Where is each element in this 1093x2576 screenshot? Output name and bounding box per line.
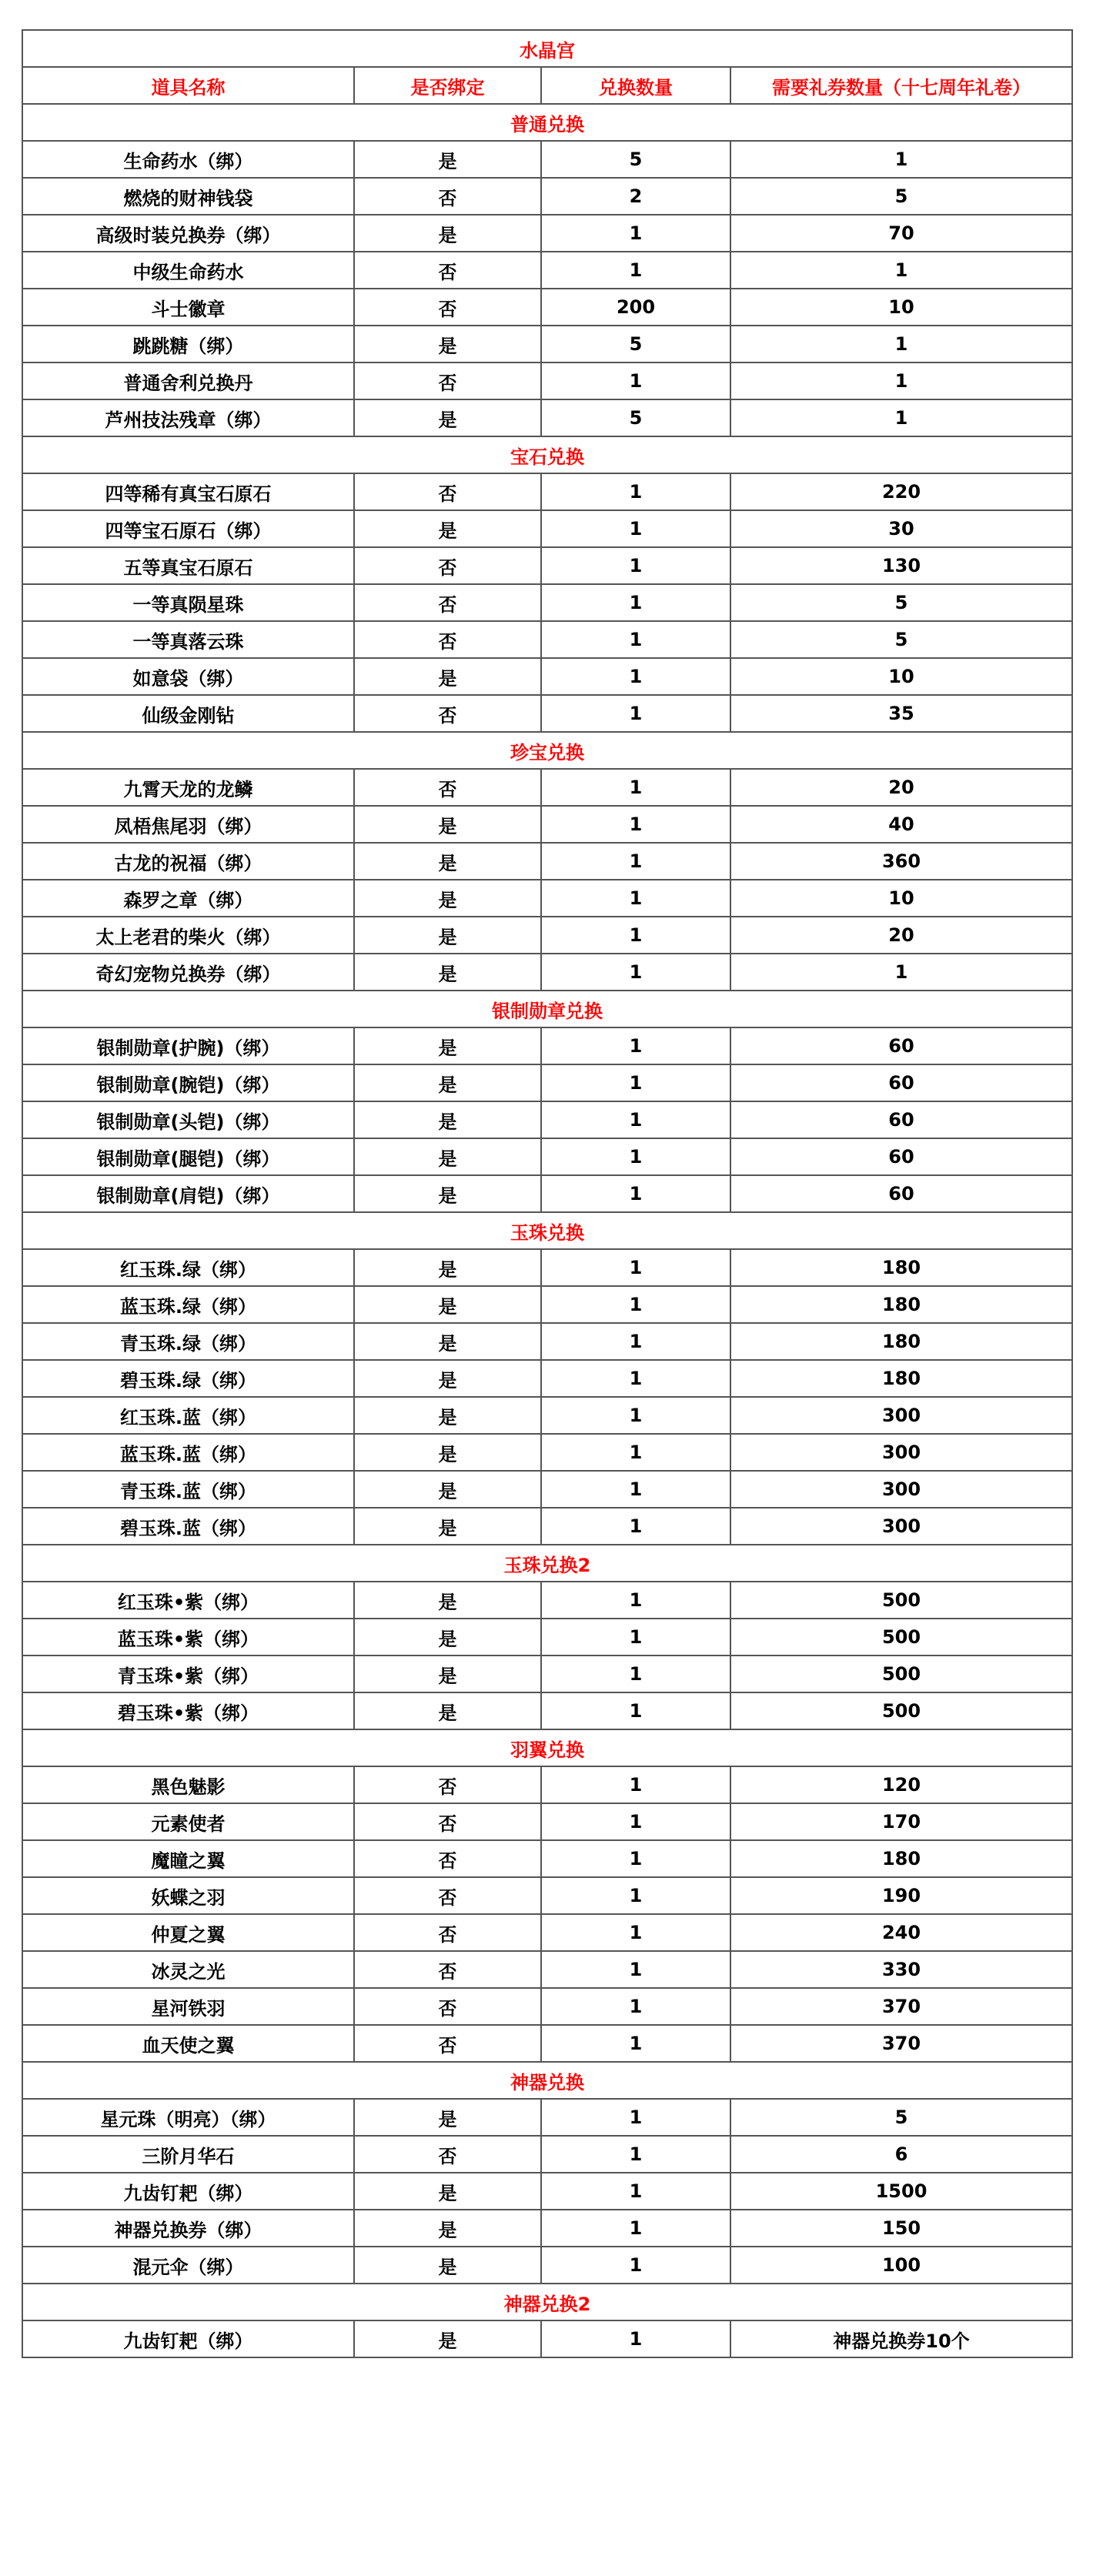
coupon-cost-cell: 1 — [730, 399, 1072, 436]
title-row — [22, 30, 1072, 67]
bound-cell: 是 — [354, 806, 541, 843]
quantity-cell: 1 — [541, 1951, 730, 1988]
quantity-cell: 1 — [541, 1508, 730, 1545]
table-row — [22, 399, 1072, 436]
bound-cell: 否 — [354, 1914, 541, 1951]
coupon-cost-cell: 60 — [730, 1175, 1072, 1212]
table-row — [22, 252, 1072, 289]
quantity-cell: 1 — [541, 621, 730, 658]
coupon-cost-cell: 170 — [730, 1803, 1072, 1840]
quantity-cell: 1 — [541, 1803, 730, 1840]
coupon-cost-cell: 60 — [730, 1138, 1072, 1175]
coupon-cost-cell: 5 — [730, 2099, 1072, 2136]
bound-cell: 否 — [354, 178, 541, 215]
coupon-cost-cell: 20 — [730, 769, 1072, 806]
table-row — [22, 695, 1072, 732]
quantity-cell: 1 — [541, 473, 730, 510]
exchange-table-body — [22, 30, 1072, 2357]
section-title: 玉珠兑换2 — [22, 1545, 1072, 1582]
bound-cell: 是 — [354, 326, 541, 363]
bound-cell: 否 — [354, 547, 541, 584]
table-row — [22, 1286, 1072, 1323]
table-row — [22, 806, 1072, 843]
quantity-cell: 1 — [541, 2320, 730, 2357]
quantity-cell: 1 — [541, 1914, 730, 1951]
coupon-cost-cell: 60 — [730, 1101, 1072, 1138]
table-row — [22, 1323, 1072, 1360]
coupon-cost-cell: 370 — [730, 1988, 1072, 2025]
bound-cell: 否 — [354, 289, 541, 326]
coupon-cost-cell: 60 — [730, 1064, 1072, 1101]
quantity-cell: 1 — [541, 954, 730, 991]
table-row — [22, 769, 1072, 806]
quantity-cell: 5 — [541, 399, 730, 436]
coupon-cost-cell: 180 — [730, 1840, 1072, 1877]
section-header-row — [22, 1212, 1072, 1249]
table-title: 水晶宫 — [22, 30, 1072, 67]
bound-cell: 是 — [354, 2173, 541, 2210]
section-title: 珍宝兑换 — [22, 732, 1072, 769]
table-row — [22, 510, 1072, 547]
bound-cell: 是 — [354, 1323, 541, 1360]
coupon-cost-cell: 370 — [730, 2025, 1072, 2062]
coupon-cost-cell: 5 — [730, 584, 1072, 621]
table-row — [22, 1360, 1072, 1397]
table-row — [22, 1766, 1072, 1803]
table-row — [22, 1027, 1072, 1064]
coupon-cost-cell: 330 — [730, 1951, 1072, 1988]
bound-cell: 否 — [354, 1877, 541, 1914]
coupon-cost-cell: 300 — [730, 1397, 1072, 1434]
item-name-cell: 银制勋章(腕铠)（绑） — [22, 1064, 354, 1101]
coupon-cost-cell: 10 — [730, 658, 1072, 695]
item-name-cell: 元素使者 — [22, 1803, 354, 1840]
quantity-cell: 1 — [541, 880, 730, 917]
table-row — [22, 1988, 1072, 2025]
bound-cell: 是 — [354, 1101, 541, 1138]
bound-cell: 是 — [354, 141, 541, 178]
table-row — [22, 2247, 1072, 2284]
table-row — [22, 2173, 1072, 2210]
table-row — [22, 1582, 1072, 1619]
quantity-cell: 1 — [541, 2210, 730, 2247]
table-row — [22, 843, 1072, 880]
coupon-cost-cell: 30 — [730, 510, 1072, 547]
quantity-cell: 1 — [541, 1101, 730, 1138]
coupon-cost-cell: 20 — [730, 917, 1072, 954]
item-name-cell: 红玉珠•紫（绑） — [22, 1582, 354, 1619]
bound-cell: 是 — [354, 1138, 541, 1175]
quantity-cell: 1 — [541, 2099, 730, 2136]
coupon-cost-cell: 180 — [730, 1249, 1072, 1286]
item-name-cell: 蓝玉珠.蓝（绑） — [22, 1434, 354, 1471]
coupon-cost-cell: 5 — [730, 621, 1072, 658]
bound-cell: 是 — [354, 510, 541, 547]
table-row — [22, 1803, 1072, 1840]
bound-cell: 否 — [354, 1840, 541, 1877]
quantity-cell: 1 — [541, 1360, 730, 1397]
section-header-row — [22, 1545, 1072, 1582]
quantity-cell: 1 — [541, 2247, 730, 2284]
item-name-cell: 普通舍利兑换丹 — [22, 363, 354, 399]
coupon-cost-cell: 150 — [730, 2210, 1072, 2247]
quantity-cell: 200 — [541, 289, 730, 326]
coupon-cost-cell: 180 — [730, 1360, 1072, 1397]
item-name-cell: 星河铁羽 — [22, 1988, 354, 2025]
quantity-cell: 1 — [541, 1397, 730, 1434]
table-row — [22, 880, 1072, 917]
quantity-cell: 1 — [541, 1434, 730, 1471]
coupon-cost-cell: 300 — [730, 1471, 1072, 1508]
bound-cell: 是 — [354, 843, 541, 880]
section-header-row — [22, 1729, 1072, 1766]
section-title: 神器兑换 — [22, 2062, 1072, 2099]
section-header-row — [22, 436, 1072, 473]
section-title: 玉珠兑换 — [22, 1212, 1072, 1249]
item-name-cell: 凤梧焦尾羽（绑） — [22, 806, 354, 843]
quantity-cell: 1 — [541, 1692, 730, 1729]
header-coupon-cost: 需要礼券数量（十七周年礼卷） — [730, 67, 1072, 104]
bound-cell: 是 — [354, 2099, 541, 2136]
header-row — [22, 67, 1072, 104]
quantity-cell: 1 — [541, 806, 730, 843]
coupon-cost-cell: 220 — [730, 473, 1072, 510]
header-item-name: 道具名称 — [22, 67, 354, 104]
table-row — [22, 2099, 1072, 2136]
quantity-cell: 2 — [541, 178, 730, 215]
item-name-cell: 红玉珠.绿（绑） — [22, 1249, 354, 1286]
coupon-cost-cell: 10 — [730, 289, 1072, 326]
coupon-cost-cell: 1 — [730, 363, 1072, 399]
table-row — [22, 289, 1072, 326]
bound-cell: 是 — [354, 1397, 541, 1434]
table-row — [22, 178, 1072, 215]
bound-cell: 是 — [354, 1249, 541, 1286]
coupon-cost-cell: 40 — [730, 806, 1072, 843]
bound-cell: 是 — [354, 1064, 541, 1101]
section-header-row — [22, 991, 1072, 1027]
item-name-cell: 妖蝶之羽 — [22, 1877, 354, 1914]
bound-cell: 是 — [354, 1434, 541, 1471]
bound-cell: 否 — [354, 1803, 541, 1840]
quantity-cell: 1 — [541, 1138, 730, 1175]
bound-cell: 否 — [354, 621, 541, 658]
item-name-cell: 斗士徽章 — [22, 289, 354, 326]
coupon-cost-cell: 500 — [730, 1619, 1072, 1656]
coupon-cost-cell: 120 — [730, 1766, 1072, 1803]
item-name-cell: 青玉珠.绿（绑） — [22, 1323, 354, 1360]
coupon-cost-cell: 1 — [730, 326, 1072, 363]
quantity-cell: 1 — [541, 2136, 730, 2173]
section-title: 普通兑换 — [22, 104, 1072, 141]
item-name-cell: 古龙的祝福（绑） — [22, 843, 354, 880]
coupon-cost-cell: 5 — [730, 178, 1072, 215]
bound-cell: 是 — [354, 2210, 541, 2247]
item-name-cell: 如意袋（绑） — [22, 658, 354, 695]
section-title: 神器兑换2 — [22, 2284, 1072, 2320]
quantity-cell: 5 — [541, 326, 730, 363]
table-row — [22, 1101, 1072, 1138]
item-name-cell: 四等宝石原石（绑） — [22, 510, 354, 547]
coupon-cost-cell: 1 — [730, 252, 1072, 289]
coupon-cost-cell: 1 — [730, 141, 1072, 178]
bound-cell: 是 — [354, 1286, 541, 1323]
quantity-cell: 1 — [541, 1175, 730, 1212]
coupon-cost-cell: 360 — [730, 843, 1072, 880]
table-row — [22, 584, 1072, 621]
item-name-cell: 生命药水（绑） — [22, 141, 354, 178]
item-name-cell: 神器兑换券（绑） — [22, 2210, 354, 2247]
coupon-cost-cell: 100 — [730, 2247, 1072, 2284]
item-name-cell: 红玉珠.蓝（绑） — [22, 1397, 354, 1434]
item-name-cell: 跳跳糖（绑） — [22, 326, 354, 363]
section-title: 宝石兑换 — [22, 436, 1072, 473]
coupon-cost-cell: 35 — [730, 695, 1072, 732]
coupon-cost-cell: 500 — [730, 1656, 1072, 1692]
item-name-cell: 一等真陨星珠 — [22, 584, 354, 621]
table-row — [22, 1138, 1072, 1175]
item-name-cell: 银制勋章(肩铠)（绑） — [22, 1175, 354, 1212]
quantity-cell: 1 — [541, 1582, 730, 1619]
coupon-cost-cell: 神器兑换券10个 — [730, 2320, 1072, 2357]
table-row — [22, 1656, 1072, 1692]
item-name-cell: 蓝玉珠•紫（绑） — [22, 1619, 354, 1656]
bound-cell: 是 — [354, 917, 541, 954]
bound-cell: 是 — [354, 1656, 541, 1692]
table-row — [22, 621, 1072, 658]
item-name-cell: 太上老君的柴火（绑） — [22, 917, 354, 954]
quantity-cell: 1 — [541, 1619, 730, 1656]
quantity-cell: 1 — [541, 2025, 730, 2062]
table-row — [22, 215, 1072, 252]
quantity-cell: 1 — [541, 363, 730, 399]
item-name-cell: 银制勋章(腿铠)（绑） — [22, 1138, 354, 1175]
table-row — [22, 2025, 1072, 2062]
item-name-cell: 九齿钉耙（绑） — [22, 2173, 354, 2210]
coupon-cost-cell: 500 — [730, 1582, 1072, 1619]
table-row — [22, 1434, 1072, 1471]
item-name-cell: 碧玉珠•紫（绑） — [22, 1692, 354, 1729]
quantity-cell: 1 — [541, 510, 730, 547]
quantity-cell: 1 — [541, 1471, 730, 1508]
bound-cell: 是 — [354, 215, 541, 252]
item-name-cell: 黑色魅影 — [22, 1766, 354, 1803]
quantity-cell: 1 — [541, 547, 730, 584]
bound-cell: 是 — [354, 1582, 541, 1619]
item-name-cell: 九齿钉耙（绑） — [22, 2320, 354, 2357]
item-name-cell: 中级生命药水 — [22, 252, 354, 289]
table-row — [22, 1877, 1072, 1914]
bound-cell: 是 — [354, 954, 541, 991]
item-name-cell: 九霄天龙的龙鳞 — [22, 769, 354, 806]
table-row — [22, 917, 1072, 954]
bound-cell: 是 — [354, 399, 541, 436]
item-name-cell: 碧玉珠.蓝（绑） — [22, 1508, 354, 1545]
quantity-cell: 1 — [541, 252, 730, 289]
section-title: 羽翼兑换 — [22, 1729, 1072, 1766]
table-row — [22, 954, 1072, 991]
bound-cell: 是 — [354, 1471, 541, 1508]
item-name-cell: 四等稀有真宝石原石 — [22, 473, 354, 510]
coupon-cost-cell: 300 — [730, 1434, 1072, 1471]
section-header-row — [22, 732, 1072, 769]
item-name-cell: 五等真宝石原石 — [22, 547, 354, 584]
table-row — [22, 326, 1072, 363]
bound-cell: 否 — [354, 769, 541, 806]
coupon-cost-cell: 1500 — [730, 2173, 1072, 2210]
table-row — [22, 1619, 1072, 1656]
section-header-row — [22, 2284, 1072, 2320]
item-name-cell: 森罗之章（绑） — [22, 880, 354, 917]
item-name-cell: 银制勋章(护腕)（绑） — [22, 1027, 354, 1064]
item-name-cell: 青玉珠.蓝（绑） — [22, 1471, 354, 1508]
table-row — [22, 1914, 1072, 1951]
quantity-cell: 1 — [541, 1064, 730, 1101]
table-row — [22, 658, 1072, 695]
item-name-cell: 魔瞳之翼 — [22, 1840, 354, 1877]
bound-cell: 是 — [354, 1692, 541, 1729]
bound-cell: 否 — [354, 1988, 541, 2025]
item-name-cell: 青玉珠•紫（绑） — [22, 1656, 354, 1692]
bound-cell: 是 — [354, 1027, 541, 1064]
coupon-cost-cell: 180 — [730, 1286, 1072, 1323]
coupon-cost-cell: 500 — [730, 1692, 1072, 1729]
quantity-cell: 1 — [541, 1988, 730, 2025]
item-name-cell: 混元伞（绑） — [22, 2247, 354, 2284]
bound-cell: 否 — [354, 695, 541, 732]
bound-cell: 是 — [354, 1360, 541, 1397]
quantity-cell: 1 — [541, 658, 730, 695]
header-bound: 是否绑定 — [354, 67, 541, 104]
bound-cell: 是 — [354, 2320, 541, 2357]
bound-cell: 是 — [354, 658, 541, 695]
section-header-row — [22, 104, 1072, 141]
bound-cell: 否 — [354, 1766, 541, 1803]
coupon-cost-cell: 10 — [730, 880, 1072, 917]
item-name-cell: 冰灵之光 — [22, 1951, 354, 1988]
header-quantity: 兑换数量 — [541, 67, 730, 104]
item-name-cell: 星元珠（明亮）（绑） — [22, 2099, 354, 2136]
table-row — [22, 2210, 1072, 2247]
bound-cell: 否 — [354, 1951, 541, 1988]
coupon-cost-cell: 300 — [730, 1508, 1072, 1545]
table-row — [22, 1175, 1072, 1212]
item-name-cell: 芦州技法残章（绑） — [22, 399, 354, 436]
item-name-cell: 三阶月华石 — [22, 2136, 354, 2173]
quantity-cell: 1 — [541, 584, 730, 621]
table-row — [22, 1064, 1072, 1101]
quantity-cell: 1 — [541, 917, 730, 954]
table-row — [22, 547, 1072, 584]
table-row — [22, 1840, 1072, 1877]
table-row — [22, 2320, 1072, 2357]
coupon-cost-cell: 180 — [730, 1323, 1072, 1360]
quantity-cell: 5 — [541, 141, 730, 178]
section-header-row — [22, 2062, 1072, 2099]
quantity-cell: 1 — [541, 695, 730, 732]
table-row — [22, 2136, 1072, 2173]
item-name-cell: 燃烧的财神钱袋 — [22, 178, 354, 215]
quantity-cell: 1 — [541, 1840, 730, 1877]
quantity-cell: 1 — [541, 1656, 730, 1692]
quantity-cell: 1 — [541, 2173, 730, 2210]
table-row — [22, 363, 1072, 399]
bound-cell: 是 — [354, 2247, 541, 2284]
table-row — [22, 1951, 1072, 1988]
coupon-cost-cell: 70 — [730, 215, 1072, 252]
table-row — [22, 141, 1072, 178]
table-row — [22, 1397, 1072, 1434]
table-row — [22, 1692, 1072, 1729]
bound-cell: 否 — [354, 2136, 541, 2173]
bound-cell: 是 — [354, 1619, 541, 1656]
quantity-cell: 1 — [541, 1249, 730, 1286]
section-title: 银制勋章兑换 — [22, 991, 1072, 1027]
table-row — [22, 1249, 1072, 1286]
quantity-cell: 1 — [541, 1766, 730, 1803]
item-name-cell: 蓝玉珠.绿（绑） — [22, 1286, 354, 1323]
bound-cell: 是 — [354, 1508, 541, 1545]
exchange-table — [22, 29, 1073, 2358]
quantity-cell: 1 — [541, 1877, 730, 1914]
item-name-cell: 银制勋章(头铠)（绑） — [22, 1101, 354, 1138]
item-name-cell: 碧玉珠.绿（绑） — [22, 1360, 354, 1397]
bound-cell: 是 — [354, 880, 541, 917]
coupon-cost-cell: 60 — [730, 1027, 1072, 1064]
bound-cell: 否 — [354, 473, 541, 510]
bound-cell: 否 — [354, 584, 541, 621]
quantity-cell: 1 — [541, 769, 730, 806]
coupon-cost-cell: 130 — [730, 547, 1072, 584]
coupon-cost-cell: 6 — [730, 2136, 1072, 2173]
item-name-cell: 仲夏之翼 — [22, 1914, 354, 1951]
quantity-cell: 1 — [541, 1323, 730, 1360]
quantity-cell: 1 — [541, 843, 730, 880]
quantity-cell: 1 — [541, 1027, 730, 1064]
item-name-cell: 仙级金刚钻 — [22, 695, 354, 732]
item-name-cell: 高级时装兑换券（绑） — [22, 215, 354, 252]
bound-cell: 否 — [354, 363, 541, 399]
item-name-cell: 奇幻宠物兑换券（绑） — [22, 954, 354, 991]
table-row — [22, 1508, 1072, 1545]
coupon-cost-cell: 190 — [730, 1877, 1072, 1914]
item-name-cell: 一等真落云珠 — [22, 621, 354, 658]
quantity-cell: 1 — [541, 215, 730, 252]
table-row — [22, 473, 1072, 510]
table-row — [22, 1471, 1072, 1508]
coupon-cost-cell: 240 — [730, 1914, 1072, 1951]
coupon-cost-cell: 1 — [730, 954, 1072, 991]
bound-cell: 是 — [354, 1175, 541, 1212]
item-name-cell: 血天使之翼 — [22, 2025, 354, 2062]
quantity-cell: 1 — [541, 1286, 730, 1323]
bound-cell: 否 — [354, 252, 541, 289]
bound-cell: 否 — [354, 2025, 541, 2062]
